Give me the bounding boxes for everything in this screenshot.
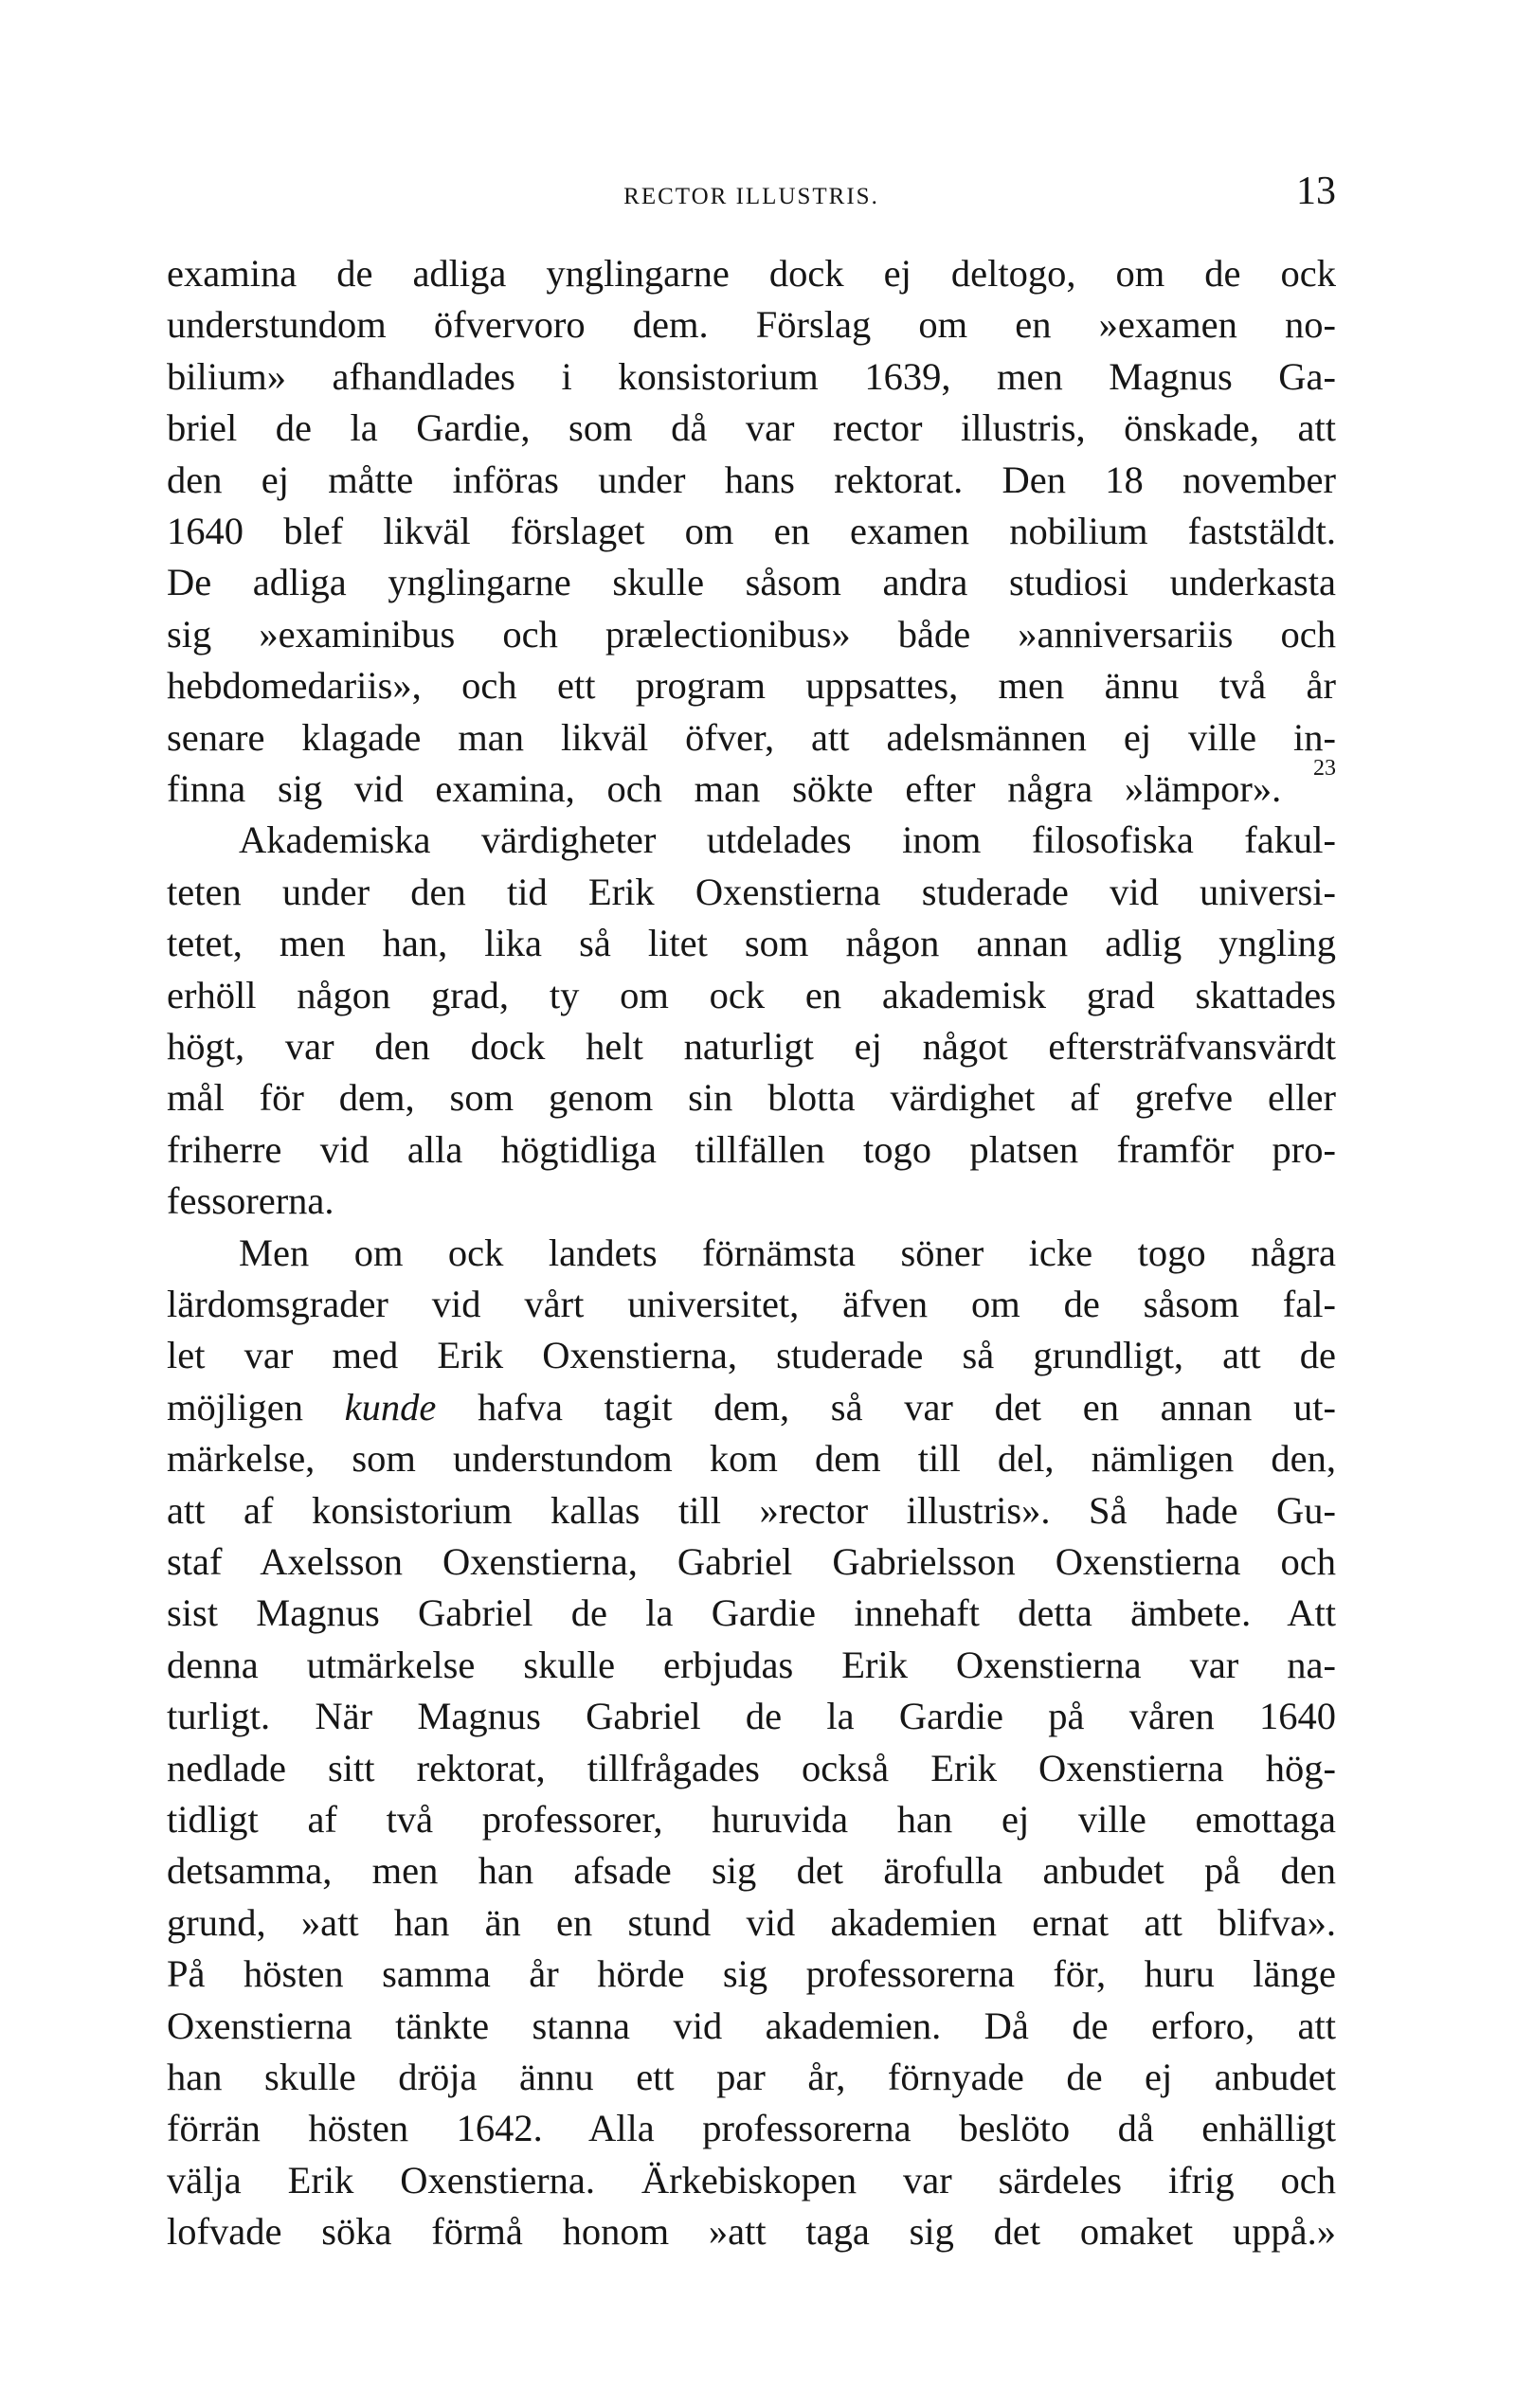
text-line: mål för dem, som genom sin blotta värdighet af grefve eller	[167, 1076, 1336, 1120]
text-line: sig »examinibus och prælectionibus» både »anniversariis och	[167, 612, 1336, 656]
text-line: teten under den tid Erik Oxenstierna studerade vid universi-	[167, 870, 1336, 913]
text-line: Akademiska värdigheter utdelades inom filosofiska fakul-	[239, 818, 1336, 862]
emphasized-word: kunde	[344, 1385, 437, 1429]
text-line: tidligt af två professorer, huruvida han ej ville emottaga	[167, 1798, 1336, 1841]
text-line	[167, 755, 1336, 815]
text-line: senare klagade man likväl öfver, att adelsmännen ej ville in-	[167, 715, 1336, 759]
text-line: let var med Erik Oxenstierna, studerade så grundligt, att de	[167, 1334, 1336, 1377]
text-line: 1640 blef likväl förslaget om en examen nobilium faststäldt.	[167, 510, 1336, 552]
text-line: denna utmärkelse skulle erbjudas Erik Oxenstierna var na-	[167, 1643, 1336, 1686]
text-line: friherre vid alla högtidliga tillfällen togo platsen framför pro-	[167, 1127, 1336, 1171]
line-text: finna sig vid examina, och man sökte efter några »lämpor».	[167, 767, 1282, 810]
text-line: bilium» afhandlades i konsistorium 1639, men Magnus Ga-	[167, 354, 1336, 398]
text-line: understundom öfvervoro dem. Förslag om en »examen no-	[167, 303, 1336, 347]
text-line: hebdomedariis», och ett program uppsattes, men ännu två år	[167, 664, 1336, 708]
text-line: examina de adliga ynglingarne dock ej deltogo, om de ock	[167, 252, 1336, 295]
text-line: den ej måtte införas under hans rektorat. Den 18 november	[167, 458, 1336, 501]
line-text: hafva tagit dem, så var det en annan ut-	[436, 1385, 1336, 1429]
line-text: möjligen	[167, 1385, 345, 1429]
text-line: erhöll någon grad, ty om ock en akademisk grad skattades	[167, 973, 1336, 1016]
text-line: lofvade söka förmå honom »att taga sig det omaket uppå.»	[167, 2210, 1336, 2254]
text-line: Oxenstierna tänkte stanna vid akademien. Då de erforo, att	[167, 2004, 1336, 2047]
text-line: briel de la Gardie, som då var rector illustris, önskade, att	[167, 406, 1336, 450]
page-number: 13	[1296, 170, 1336, 213]
text-line: Men om ock landets förnämsta söner icke togo några	[239, 1231, 1336, 1274]
text-line: turligt. När Magnus Gabriel de la Gardie på våren 1640	[167, 1695, 1336, 1738]
text-line: lärdomsgrader vid vårt universitet, äfven om de såsom fal-	[167, 1283, 1336, 1325]
text-line	[167, 1382, 1336, 1433]
text-line: att af konsistorium kallas till »rector illustris». Så hade Gu-	[167, 1488, 1336, 1532]
text-line: märkelse, som understundom kom dem till del, nämligen den,	[167, 1437, 1336, 1481]
text-line: sist Magnus Gabriel de la Gardie innehaft detta ämbete. Att	[167, 1591, 1336, 1635]
text-line: han skulle dröja ännu ett par år, förnyade de ej anbudet	[167, 2056, 1336, 2098]
text-line: förrän hösten 1642. Alla professorerna beslöto då enhälligt	[167, 2107, 1336, 2150]
text-line: nedlade sitt rektorat, tillfrågades också Erik Oxenstierna hög-	[167, 1746, 1336, 1789]
running-title: RECTOR ILLUSTRIS.	[623, 184, 879, 209]
page-header	[167, 167, 1336, 224]
text-line: detsamma, men han afsade sig det ärofulla anbudet på den	[167, 1849, 1336, 1893]
text-line: högt, var den dock helt naturligt ej något eftersträfvansvärdt	[167, 1025, 1336, 1068]
text-line: fessorerna.	[167, 1179, 334, 1223]
text-line: De adliga ynglingarne skulle såsom andra studiosi underkasta	[167, 561, 1336, 604]
body-text	[167, 248, 1336, 2370]
text-line: välja Erik Oxenstierna. Ärkebiskopen var särdeles ifrig och	[167, 2158, 1336, 2201]
text-line: staf Axelsson Oxenstierna, Gabriel Gabrielsson Oxenstierna och	[167, 1540, 1336, 1583]
footnote-reference: 23	[1313, 755, 1336, 781]
text-line: tetet, men han, lika så litet som någon annan adlig yngling	[167, 922, 1336, 965]
text-line: grund, »att han än en stund vid akademien ernat att blifva».	[167, 1900, 1336, 1944]
text-line: På hösten samma år hörde sig professorerna för, huru länge	[167, 1952, 1336, 1996]
